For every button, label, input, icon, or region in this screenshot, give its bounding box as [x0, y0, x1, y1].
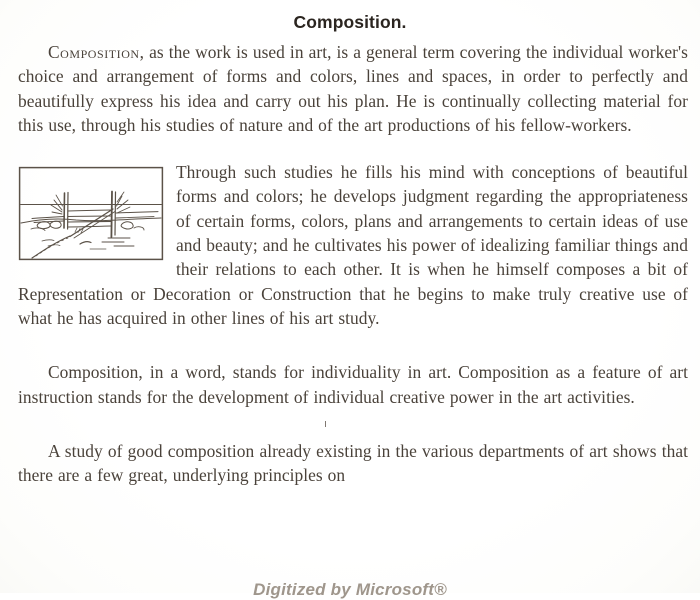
fence-illustration-drawing [18, 166, 164, 261]
digitization-watermark: Digitized by Microsoft® [253, 580, 447, 599]
paragraph-4: A study of good composition already existing in the various departments of art shows that there are a few great, underlying principles on [18, 440, 688, 486]
paragraph-3: Composition, in a word, stands for individuality in art. Composition as a feature of art instruction stands for the development of individual creative power in the art activities. [18, 362, 688, 407]
paragraph-1-text: , as the work is used in art, is a general term covering the individual worker's choice and arrangement of forms and colors, lines and spaces, in order to perfectly and beautifully express his idea and carry out his plan. He is continually collecting material for this use, through his studies of nature and of the art productions of his fellow-workers. [18, 42, 688, 135]
scan-artifact-mark [325, 421, 326, 427]
paragraph-1-lead-smallcaps: Composition [48, 42, 140, 62]
page-title: Composition. [293, 11, 407, 32]
paragraph-2-text: Through such studies he fills his mind with conceptions of beautiful forms and colors; he develops judgment regarding the appropriateness of certain forms, colors, plans and arrangements to certain ideas of use and beauty; and he cultivates his power of idealizing familiar things and their relations to each other. It is when he himself composes a bit of Representation or Decoration or Construction that he begins to make truly creative use of what he has acquired in other lines of his art study. [18, 162, 689, 328]
text-column [18, 40, 688, 487]
paragraph-2 [18, 160, 688, 330]
paragraph-1 [18, 40, 688, 137]
fence-illustration [18, 166, 164, 261]
